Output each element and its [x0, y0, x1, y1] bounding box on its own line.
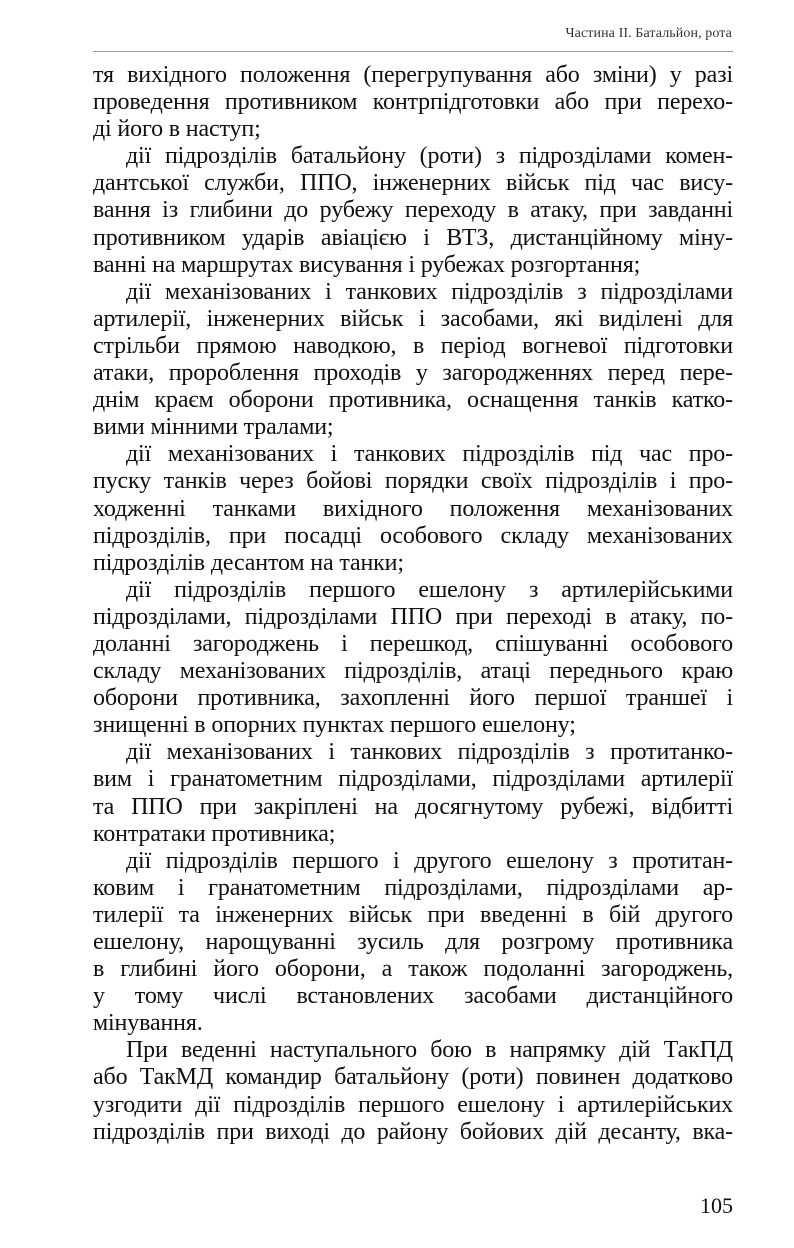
text-line: днім краєм оборони противника, оснащення танків катко- — [93, 387, 733, 414]
text-line: тя вихідного положення (перегрупування або зміни) у разі — [93, 62, 733, 88]
text-line: дії механізованих і танкових підрозділів під час про- — [126, 441, 733, 468]
text-line: вими мінними тралами; — [93, 414, 334, 441]
text-line: узгодити дії підрозділів першого ешелону і артилерійських — [93, 1091, 733, 1118]
text-line: або ТакМД командир батальйону (роти) повинен додатково — [93, 1064, 733, 1091]
text-line: дії механізованих і танкових підрозділів з підрозділами — [126, 278, 733, 305]
text-line: пуску танків через бойові порядки своїх підрозділів і про- — [93, 468, 733, 495]
text-line: підрозділів, при посадці особового складу механізованих — [93, 522, 733, 549]
text-line: проведення противником контрпідготовки або при перехо- — [93, 89, 733, 116]
text-line: оборони противника, захопленні його першої траншеї і — [93, 685, 733, 712]
text-line: При веденні наступального бою в напрямку дій ТакПД — [126, 1037, 733, 1064]
text-line: артилерії, інженерних військ і засобами, які виділені для — [93, 305, 733, 332]
text-line: підрозділів десантом на танки; — [93, 549, 404, 576]
text-line: ешелону, нарощуванні зусиль для розгрому противника — [93, 929, 733, 955]
text-line: доланні загороджень і перешкод, спішуванні особового — [93, 630, 733, 657]
text-line: підрозділів при виході до району бойових дій десанту, вка- — [93, 1118, 733, 1145]
running-header: Частина ІІ. Батальйон, рота — [565, 26, 732, 41]
text-line: атаки, пророблення проходів у загородженнях перед пере- — [93, 360, 733, 387]
text-line: противником ударів авіацією і ВТЗ, дистанційному міну- — [93, 224, 733, 251]
text-line: підрозділами, підрозділами ППО при переході в атаку, по- — [93, 603, 733, 630]
text-line: та ППО при закріплені на досягнутому рубежі, відбитті — [93, 793, 733, 820]
text-line: складу механізованих підрозділів, атаці переднього краю — [93, 658, 733, 685]
header-rule — [93, 51, 733, 52]
text-line: дії підрозділів батальйону (роти) з підрозділами комен- — [126, 143, 733, 170]
text-line: контратаки противника; — [93, 820, 336, 847]
text-line: дії підрозділів першого ешелону з артилерійськими — [126, 576, 733, 603]
page-number: 105 — [700, 1193, 733, 1218]
text-line: вим і гранатометним підрозділами, підрозділами артилерії — [93, 766, 733, 793]
text-line: в глибині його оборони, а також подоланні загороджень, — [93, 956, 733, 983]
text-line: у тому числі встановлених засобами дистанційного — [93, 983, 733, 1010]
body-text — [93, 62, 733, 1146]
text-line: ванні на маршрутах висування і рубежах розгортання; — [93, 251, 641, 278]
text-line: дії підрозділів першого і другого ешелону з протитан- — [126, 847, 733, 874]
text-line: знищенні в опорних пунктах першого ешелону; — [93, 712, 576, 739]
text-line: дії механізованих і танкових підрозділів з протитанко- — [126, 739, 733, 766]
text-line: тилерії та інженерних військ при введенні в бій другого — [93, 901, 733, 928]
text-line: вання із глибини до рубежу переходу в атаку, при завданні — [93, 197, 733, 224]
text-line: ходженні танками вихідного положення механізованих — [93, 495, 733, 522]
text-line: мінування. — [93, 1010, 203, 1037]
text-line: стрільби прямою наводкою, в період вогневої підготовки — [93, 332, 733, 359]
text-line: дантської служби, ППО, інженерних військ під час вису- — [93, 170, 733, 197]
text-line: ковим і гранатометним підрозділами, підрозділами ар- — [93, 874, 733, 901]
text-line: ді його в наступ; — [93, 116, 261, 143]
